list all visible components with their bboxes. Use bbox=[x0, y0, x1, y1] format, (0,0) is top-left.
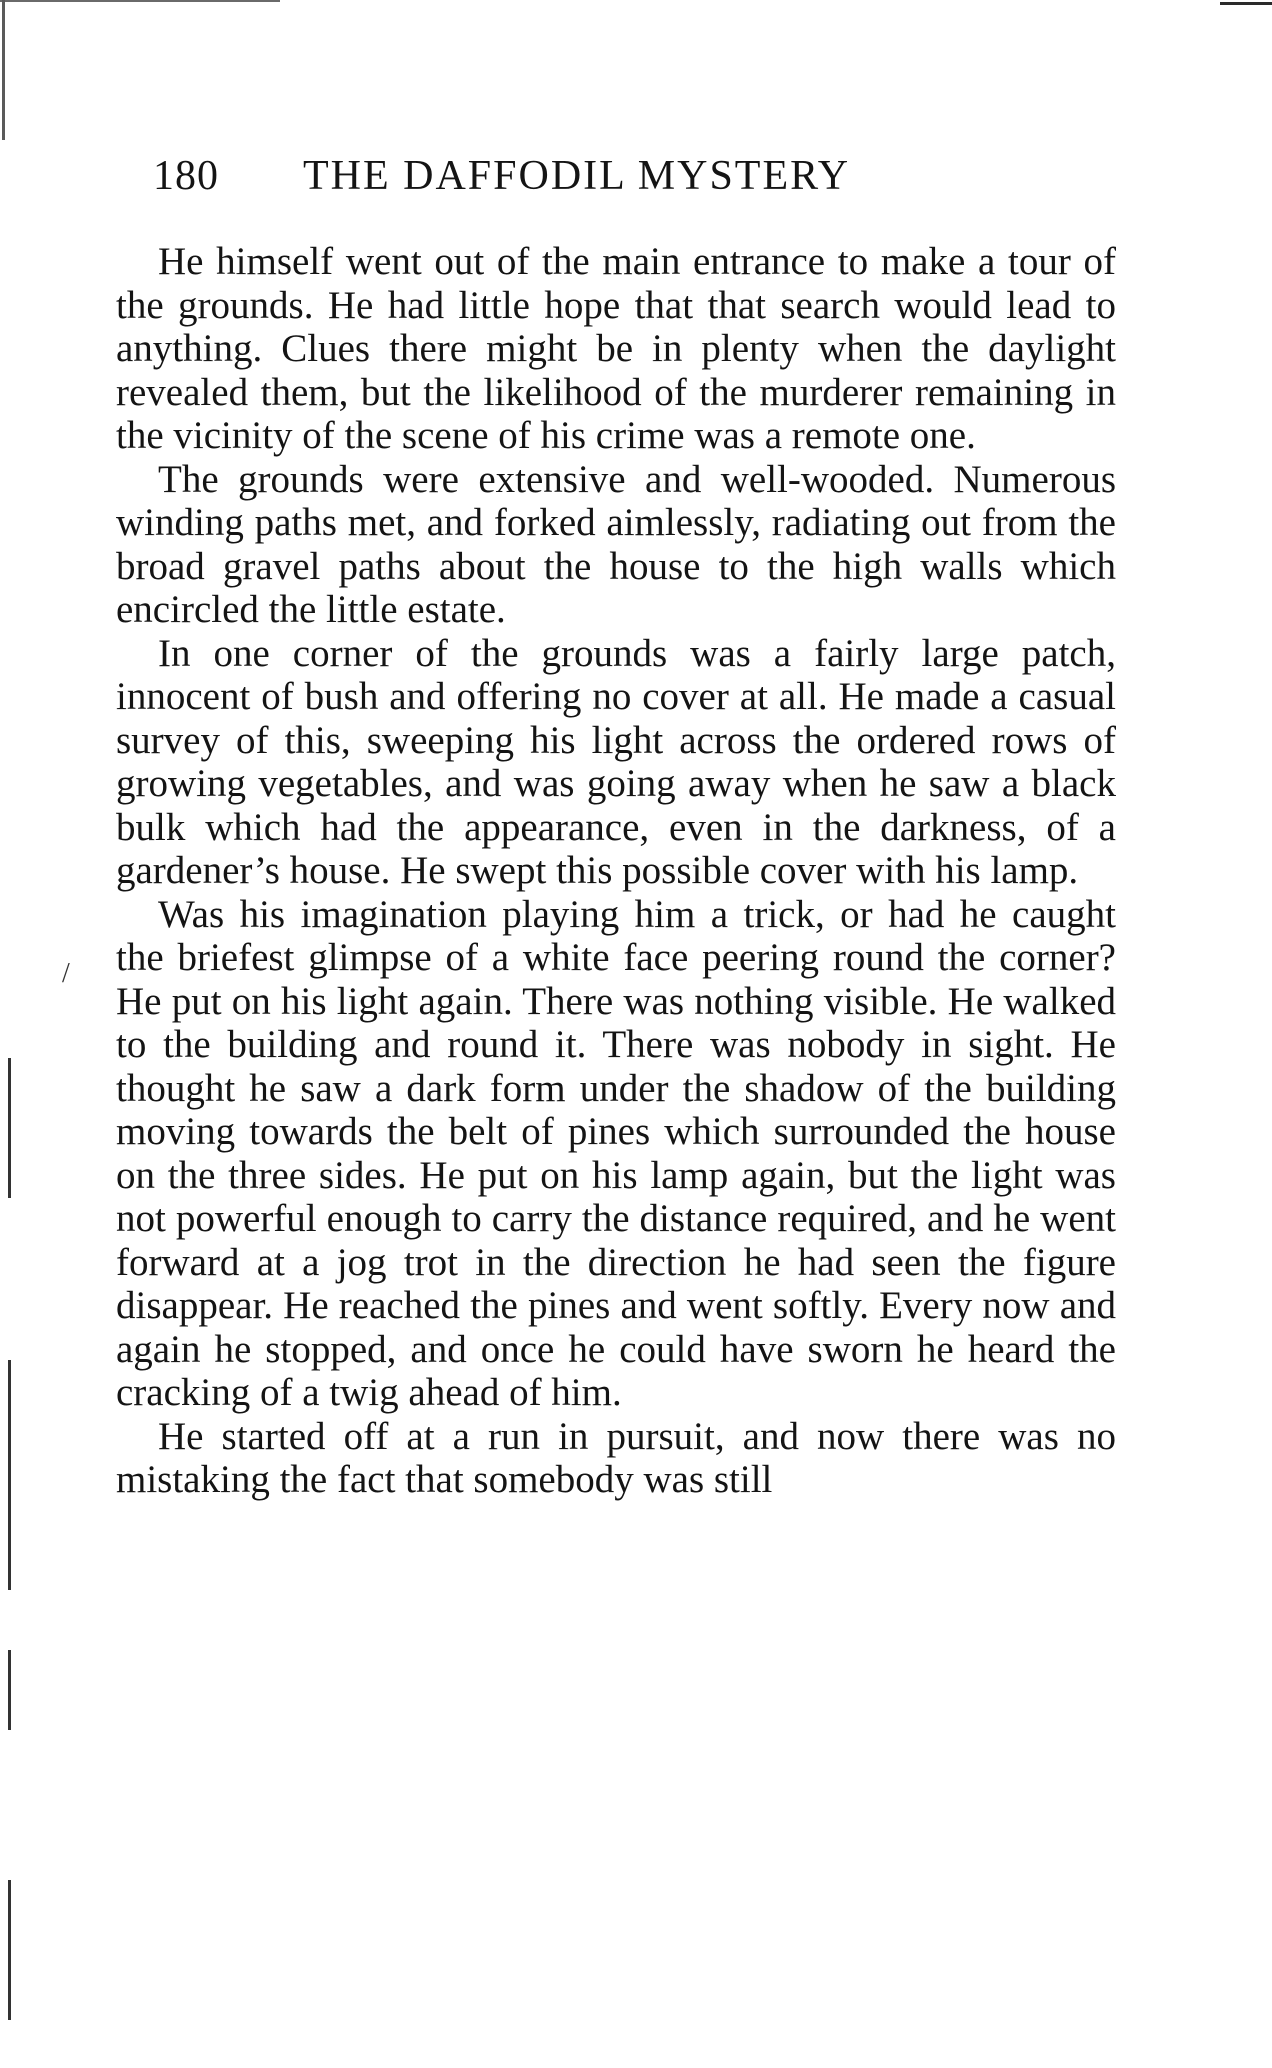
scan-artifact bbox=[8, 1058, 11, 1198]
paragraph: He started off at a run in pursuit, and now there was no mistaking the fact that somebody was still bbox=[116, 1414, 1116, 1501]
paragraph: The grounds were extensive and well-wooded. Numerous winding paths met, and forked aimlessly, radiating out from the broad gravel paths about the house to the high walls which encircled the little estate. bbox=[116, 457, 1116, 631]
paragraph: Was his imagination playing him a trick, or had he caught the briefest glimpse of a white face peering round the corner? He put on his light again. There was nothing visible. He walked to the building and round it. There was nobody in sight. He thought he saw a dark form under the shadow of the building moving towards the belt of pines which surrounded the house on the three sides. He put on his lamp again, but the light was not powerful enough to carry the distance required, and he went forward at a jog trot in the direction he had seen the figure disappear. He reached the pines and went softly. Every now and again he stopped, and once he could have sworn he heard the cracking of a twig ahead of him. bbox=[116, 892, 1116, 1414]
scan-artifact bbox=[8, 1360, 11, 1590]
margin-mark: / bbox=[62, 958, 70, 989]
body-text bbox=[116, 240, 1116, 1502]
scan-artifact bbox=[8, 1880, 11, 2020]
scan-edge-right bbox=[1220, 2, 1272, 5]
paragraph: In one corner of the grounds was a fairly large patch, innocent of bush and offering no cover at all. He made a casual survey of this, sweeping his light across the ordered rows of growing vegetables, and was going away when he saw a black bulk which had the appearance, even in the darkness, of a gardener’s house. He swept this possible cover with his lamp. bbox=[116, 631, 1116, 892]
scan-edge-top bbox=[0, 0, 280, 2]
scan-artifact bbox=[8, 1650, 11, 1730]
running-title: THE DAFFODIL MYSTERY bbox=[303, 153, 851, 199]
scan-edge-left bbox=[2, 0, 5, 140]
running-header bbox=[153, 152, 933, 202]
paragraph: He himself went out of the main entrance to make a tour of the grounds. He had little hope that that search would lead to anything. Clues there might be in plenty when the daylight revealed them, but the likelihood of the murderer remaining in the vicinity of the scene of his crime was a remote one. bbox=[116, 240, 1116, 457]
page-number: 180 bbox=[153, 153, 219, 199]
